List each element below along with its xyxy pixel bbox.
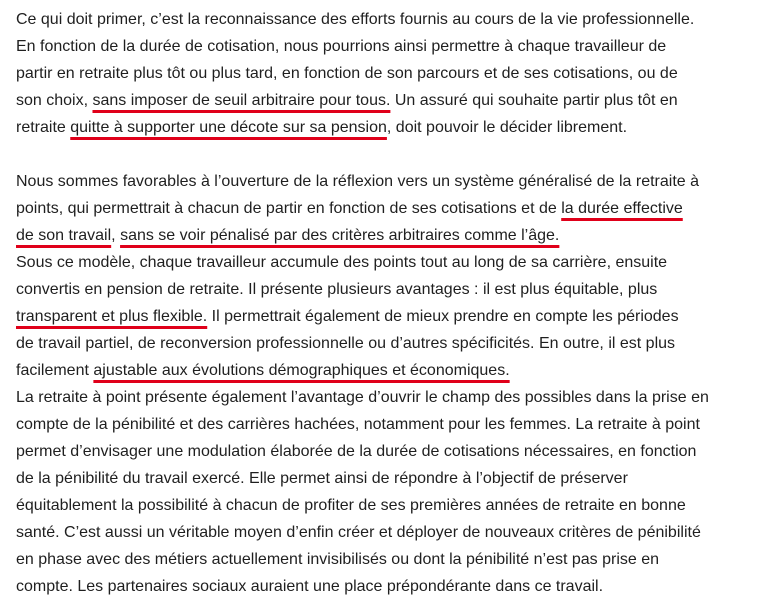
text-line bbox=[16, 411, 778, 438]
text-line bbox=[16, 303, 778, 330]
text-segment: Sous ce modèle, chaque travailleur accumule des points tout au long de sa carrière, ensuite bbox=[16, 254, 668, 271]
text-segment: Il permettrait également de mieux prendre en compte les périodes bbox=[207, 308, 679, 325]
text-segment: Ce qui doit primer, c’est la reconnaissance des efforts fournis au cours de la vie professionnelle. bbox=[16, 11, 695, 28]
underlined-text: sans se voir pénalisé par des critères arbitraires comme l’âge. bbox=[120, 227, 560, 244]
text-segment: , bbox=[111, 227, 121, 244]
text-segment: La retraite à point présente également l’avantage d’ouvrir le champ des possibles dans la prise en bbox=[16, 389, 709, 406]
underlined-text: sans imposer de seuil arbitraire pour tous. bbox=[92, 92, 391, 109]
text-segment: facilement bbox=[16, 362, 94, 379]
paragraph bbox=[16, 6, 778, 141]
text-segment: de travail partiel, de reconversion professionnelle ou d’autres spécificités. En outre, il est plus bbox=[16, 335, 676, 352]
underlined-text: transparent et plus flexible. bbox=[16, 308, 208, 325]
text-segment: En fonction de la durée de cotisation, nous pourrions ainsi permettre à chaque travailleur de bbox=[16, 38, 667, 55]
paragraph-gap bbox=[16, 141, 778, 168]
paragraph bbox=[16, 168, 778, 600]
text-line bbox=[16, 249, 778, 276]
document-body bbox=[16, 6, 778, 600]
text-line bbox=[16, 546, 778, 573]
text-segment: compte de la pénibilité et des carrières hachées, notamment pour les femmes. La retraite à point bbox=[16, 416, 700, 433]
text-line bbox=[16, 168, 778, 195]
text-line bbox=[16, 492, 778, 519]
text-line bbox=[16, 33, 778, 60]
underlined-text: ajustable aux évolutions démographiques et économiques. bbox=[93, 362, 510, 379]
text-segment: partir en retraite plus tôt ou plus tard, en fonction de son parcours et de ses cotisations, ou de bbox=[16, 65, 678, 82]
underlined-text: de son travail bbox=[16, 227, 112, 244]
text-segment: Un assuré qui souhaite partir plus tôt en bbox=[390, 92, 678, 109]
underlined-text: quitte à supporter une décote sur sa pension bbox=[70, 119, 387, 136]
text-segment: points, qui permettrait à chacun de partir en fonction de ses cotisations et de bbox=[16, 200, 562, 217]
text-line bbox=[16, 573, 778, 600]
text-segment: son choix, bbox=[16, 92, 93, 109]
text-segment: Nous sommes favorables à l’ouverture de la réflexion vers un système généralisé de la retraite à bbox=[16, 173, 699, 190]
text-line bbox=[16, 357, 778, 384]
text-line bbox=[16, 276, 778, 303]
text-segment: santé. C’est aussi un véritable moyen d’enfin créer et déployer de nouveaux critères de pénibilité bbox=[16, 524, 701, 541]
text-line bbox=[16, 6, 778, 33]
text-line bbox=[16, 195, 778, 222]
text-segment: permet d’envisager une modulation élaborée de la durée de cotisations nécessaires, en fonction bbox=[16, 443, 697, 460]
text-line bbox=[16, 519, 778, 546]
text-line bbox=[16, 60, 778, 87]
text-segment: équitablement la possibilité à chacun de profiter de ses premières années de retraite en bonne bbox=[16, 497, 686, 514]
text-segment: compte. Les partenaires sociaux auraient une place prépondérante dans ce travail. bbox=[16, 578, 604, 595]
text-line bbox=[16, 384, 778, 411]
text-segment: de la pénibilité du travail exercé. Elle permet ainsi de répondre à l’objectif de préserver bbox=[16, 470, 628, 487]
text-line bbox=[16, 87, 778, 114]
text-line bbox=[16, 465, 778, 492]
text-segment: convertis en pension de retraite. Il présente plusieurs avantages : il est plus équitable, plus bbox=[16, 281, 658, 298]
text-line bbox=[16, 330, 778, 357]
text-segment: , doit pouvoir le décider librement. bbox=[386, 119, 628, 136]
text-segment: retraite bbox=[16, 119, 71, 136]
text-segment: en phase avec des métiers actuellement invisibilisés ou dont la pénibilité n’est pas prise en bbox=[16, 551, 660, 568]
text-line bbox=[16, 222, 778, 249]
text-line bbox=[16, 114, 778, 141]
underlined-text: la durée effective bbox=[561, 200, 683, 217]
text-line bbox=[16, 438, 778, 465]
